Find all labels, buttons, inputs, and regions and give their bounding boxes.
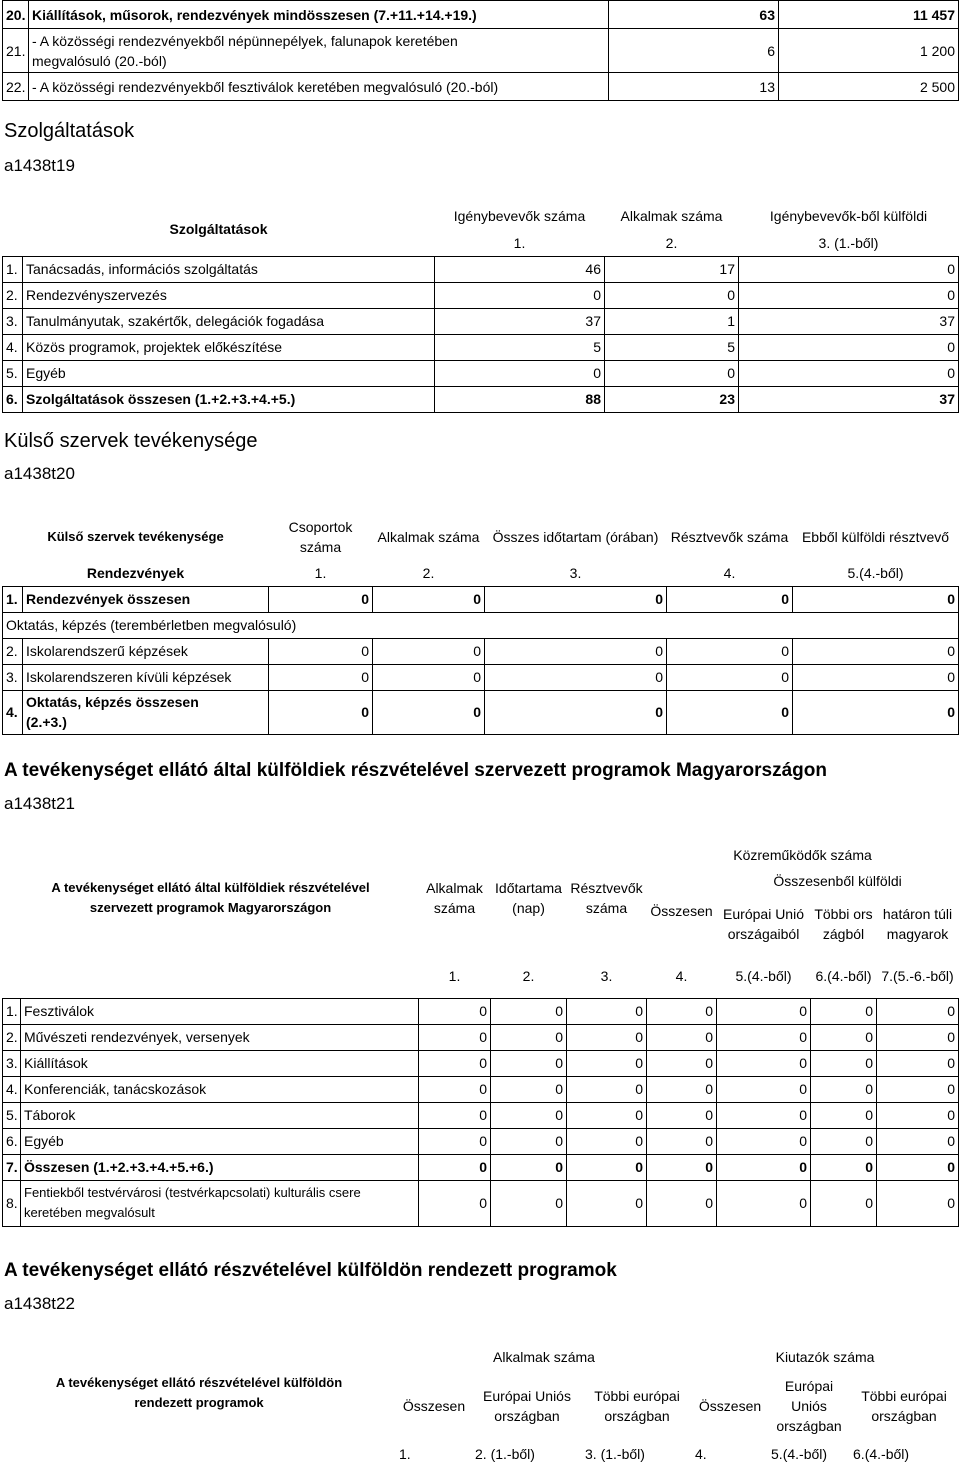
row-label: - A közösségi rendezvényekből népünnepélyek, falunapok keretében megvalósuló (20.-ból): [29, 29, 609, 73]
column-number: 1.: [448, 967, 461, 984]
cell-value: 0: [373, 664, 485, 690]
section-row: Oktatás, képzés (terembérletben megvalósuló): [3, 612, 959, 638]
column-number: 3.: [569, 564, 582, 581]
row-label: Iskolarendszeren kívüli képzések: [23, 664, 269, 690]
row-number: 2.: [3, 638, 23, 664]
cell-value: 0: [811, 1154, 877, 1180]
column-number: 3. (1.-ből): [585, 1446, 645, 1462]
row-label: - A közösségi rendezvényekből fesztiválok keretében megvalósuló (20.-ból): [29, 73, 609, 101]
column-number: 5.(4.-ből): [847, 564, 904, 581]
cell-value: 0: [793, 586, 959, 612]
cell-value: 0: [419, 1180, 491, 1226]
cell-value: 0: [667, 638, 793, 664]
header-label: A tevékenységet ellátó részvételével külföldön rendezett programok: [55, 1375, 343, 1410]
row-label: Összesen (1.+2.+3.+4.+5.+6.): [21, 1154, 419, 1180]
row-number: 3.: [3, 664, 23, 690]
cell-value: 0: [811, 1024, 877, 1050]
row-label: Konferenciák, tanácskozások: [21, 1076, 419, 1102]
cell-value: 0: [419, 1076, 491, 1102]
row-label: Művészeti rendezvények, versenyek: [21, 1024, 419, 1050]
column-number: 3. (1.-ből): [818, 234, 879, 251]
cell-value: 0: [717, 1076, 811, 1102]
table-code: a1438t21: [4, 794, 75, 813]
cell-value: 0: [485, 664, 667, 690]
column-number: 1.: [314, 564, 327, 581]
cell-value: 0: [567, 1154, 647, 1180]
cell-value: 0: [269, 690, 373, 734]
cell-value: 37: [435, 308, 605, 334]
column-header: Európai Unió országaiból: [723, 906, 804, 942]
header-label: A tevékenységet ellátó által külföldiek részvételével szervezett programok Magyarországon: [51, 880, 370, 915]
row-number: 4.: [3, 334, 23, 360]
cell-value: 0: [717, 1154, 811, 1180]
column-header: Csoportok száma: [288, 519, 353, 555]
column-number: 1.: [399, 1446, 411, 1462]
row-number: 8.: [3, 1180, 21, 1226]
row-number: 6.: [3, 1128, 21, 1154]
cell-value: 0: [647, 1102, 717, 1128]
row-number: 1.: [3, 256, 23, 282]
column-header: Ebből külföldi résztvevő: [801, 529, 950, 545]
row-label: Táborok: [21, 1102, 419, 1128]
cell-value: 0: [811, 1076, 877, 1102]
table-code: a1438t19: [4, 156, 75, 175]
row-number: 21.: [3, 29, 29, 73]
column-number: 5.(4.-ből): [735, 967, 792, 984]
column-number: 2.: [422, 564, 435, 581]
cell-value: 11 457: [779, 1, 959, 29]
cell-value: 0: [811, 1180, 877, 1226]
cell-value: 0: [811, 1128, 877, 1154]
column-number: 2.: [522, 967, 535, 984]
column-header: Többi európai országban: [594, 1388, 680, 1424]
cell-value: 0: [877, 1050, 959, 1076]
cell-value: 2 500: [779, 73, 959, 101]
cell-value: 0: [877, 1024, 959, 1050]
cell-value: 0: [717, 1128, 811, 1154]
column-number: 3.: [600, 967, 613, 984]
cell-value: 0: [667, 586, 793, 612]
cell-value: 13: [609, 73, 779, 101]
cell-value: 0: [269, 638, 373, 664]
row-number: 5.: [3, 1102, 21, 1128]
cell-value: 0: [435, 282, 605, 308]
section-title: A tevékenységet ellátó részvételével külföldön rendezett programok: [4, 1260, 617, 1281]
cell-value: 5: [435, 334, 605, 360]
cell-value: 37: [739, 308, 959, 334]
cell-value: 46: [435, 256, 605, 282]
cell-value: 0: [373, 586, 485, 612]
cell-value: 0: [647, 1024, 717, 1050]
row-label: Fentiekből testvérvárosi (testvérkapcsolati) kulturális csere keretében megvalósult: [21, 1180, 419, 1226]
cell-value: 88: [435, 386, 605, 412]
cell-value: 0: [717, 1102, 811, 1128]
column-header: Igénybevevők-ből külföldi: [769, 208, 928, 224]
group-header: Alkalmak száma: [493, 1349, 595, 1365]
cell-value: 0: [491, 1050, 567, 1076]
top-summary-table: [2, 0, 959, 101]
row-number: 4.: [3, 1076, 21, 1102]
column-header: Résztvevők száma: [570, 880, 643, 916]
cell-value: 0: [647, 1076, 717, 1102]
cell-value: 0: [419, 1024, 491, 1050]
cell-value: 0: [567, 1102, 647, 1128]
row-number: 20.: [3, 1, 29, 29]
column-number: 6.(4.-ből): [853, 1446, 910, 1462]
column-header: Alkalmak száma: [377, 529, 480, 545]
cell-value: 0: [647, 1128, 717, 1154]
cell-value: 0: [877, 1180, 959, 1226]
row-number: 7.: [3, 1154, 21, 1180]
column-number: 5.(4.-ből): [771, 1446, 828, 1462]
column-header: Igénybevevők száma: [453, 208, 586, 224]
cell-value: 0: [739, 256, 959, 282]
cell-value: 0: [373, 690, 485, 734]
cell-value: 0: [419, 998, 491, 1024]
column-header: Európai Uniós országban: [776, 1378, 842, 1434]
cell-value: 0: [647, 1154, 717, 1180]
header-label: Szolgáltatások: [169, 220, 268, 237]
column-header: Többi országból: [814, 906, 873, 942]
cell-value: 0: [435, 360, 605, 386]
section-title: Szolgáltatások: [4, 120, 135, 142]
column-header: Európai Uniós országban: [483, 1388, 571, 1424]
row-number: 22.: [3, 73, 29, 101]
cell-value: 23: [605, 386, 739, 412]
row-label: Szolgáltatások összesen (1.+2.+3.+4.+5.): [23, 386, 435, 412]
column-header: Időtartama (nap): [495, 880, 562, 916]
cell-value: 0: [567, 998, 647, 1024]
cell-value: 0: [567, 1076, 647, 1102]
cell-value: 0: [739, 360, 959, 386]
row-label: Tanácsadás, információs szolgáltatás: [23, 256, 435, 282]
cell-value: 1: [605, 308, 739, 334]
column-header: Összesen: [402, 1398, 466, 1414]
row-number: 3.: [3, 308, 23, 334]
column-number: 4.: [723, 564, 736, 581]
row-number: 2.: [3, 282, 23, 308]
cell-value: 0: [567, 1024, 647, 1050]
cell-value: 0: [877, 1076, 959, 1102]
cell-value: 0: [491, 998, 567, 1024]
table-code: a1438t22: [4, 1294, 75, 1313]
table-code: a1438t20: [4, 464, 75, 483]
row-number: 4.: [3, 690, 23, 734]
column-number: 2. (1.-ből): [475, 1446, 535, 1462]
cell-value: 63: [609, 1, 779, 29]
cell-value: 1 200: [779, 29, 959, 73]
cell-value: 0: [877, 1128, 959, 1154]
cell-value: 0: [605, 282, 739, 308]
cell-value: 0: [877, 1154, 959, 1180]
cell-value: 0: [605, 360, 739, 386]
row-label: Kiállítások: [21, 1050, 419, 1076]
services-table: [2, 202, 959, 413]
cell-value: 0: [419, 1154, 491, 1180]
column-number: 4.: [695, 1446, 707, 1462]
column-header: Összesen: [650, 903, 713, 919]
column-header: Összes időtartam (órában): [492, 529, 659, 545]
section-title: A tevékenységet ellátó által külföldiek részvételével szervezett programok Magyarországon: [4, 760, 827, 781]
cell-value: 0: [419, 1102, 491, 1128]
cell-value: 0: [739, 334, 959, 360]
group-header: Kiutazók száma: [775, 1349, 875, 1365]
row-label: Fesztiválok: [21, 998, 419, 1024]
row-label: Egyéb: [21, 1128, 419, 1154]
cell-value: 0: [667, 690, 793, 734]
cell-value: 0: [567, 1050, 647, 1076]
external-bodies-table: [2, 514, 959, 735]
column-number: 6.(4.-ből): [815, 967, 872, 984]
column-header: Összesen: [698, 1398, 762, 1414]
programs-abroad-table: [2, 1344, 958, 1466]
row-number: 6.: [3, 386, 23, 412]
cell-value: 0: [811, 1102, 877, 1128]
row-label: Rendezvényszervezés: [23, 282, 435, 308]
row-number: 5.: [3, 360, 23, 386]
row-label: Kiállítások, műsorok, rendezvények mindösszesen (7.+11.+14.+19.): [29, 1, 609, 29]
cell-value: 0: [667, 664, 793, 690]
cell-value: 0: [811, 998, 877, 1024]
row-label: Iskolarendszerű képzések: [23, 638, 269, 664]
header-sublabel: Rendezvények: [86, 564, 185, 581]
row-label: Rendezvények összesen: [23, 586, 269, 612]
cell-value: 0: [567, 1128, 647, 1154]
cell-value: 0: [717, 1024, 811, 1050]
column-number: 1.: [513, 234, 526, 251]
row-label: Közös programok, projektek előkészítése: [23, 334, 435, 360]
cell-value: 0: [877, 998, 959, 1024]
cell-value: 0: [491, 1128, 567, 1154]
cell-value: 0: [269, 664, 373, 690]
column-header: Alkalmak száma: [620, 208, 723, 224]
cell-value: 0: [793, 664, 959, 690]
cell-value: 0: [811, 1050, 877, 1076]
cell-value: 0: [491, 1154, 567, 1180]
cell-value: 0: [739, 282, 959, 308]
column-number: 7.(5.-6.-ből): [881, 967, 954, 984]
row-number: 2.: [3, 1024, 21, 1050]
row-number: 1.: [3, 586, 23, 612]
cell-value: 0: [567, 1180, 647, 1226]
cell-value: 0: [485, 638, 667, 664]
cell-value: 0: [485, 586, 667, 612]
row-label: Tanulmányutak, szakértők, delegációk fogadása: [23, 308, 435, 334]
cell-value: 0: [717, 1050, 811, 1076]
cell-value: 0: [717, 1180, 811, 1226]
cell-value: 5: [605, 334, 739, 360]
cell-value: 0: [491, 1024, 567, 1050]
cell-value: 0: [647, 998, 717, 1024]
subgroup-header: Összesenből külföldi: [773, 873, 902, 889]
row-label: Egyéb: [23, 360, 435, 386]
group-header: Közreműködők száma: [733, 847, 872, 863]
row-number: 3.: [3, 1050, 21, 1076]
cell-value: 0: [793, 690, 959, 734]
cell-value: 0: [419, 1050, 491, 1076]
cell-value: 0: [647, 1180, 717, 1226]
column-header: Alkalmak száma: [426, 880, 483, 916]
cell-value: 0: [269, 586, 373, 612]
cell-value: 0: [877, 1102, 959, 1128]
column-number: 4.: [675, 967, 688, 984]
cell-value: 37: [739, 386, 959, 412]
cell-value: 0: [647, 1050, 717, 1076]
cell-value: 0: [491, 1076, 567, 1102]
cell-value: 0: [717, 998, 811, 1024]
cell-value: 0: [419, 1128, 491, 1154]
column-header: határon túli magyarok: [882, 906, 953, 942]
cell-value: 0: [485, 690, 667, 734]
row-label: Oktatás, képzés összesen (2.+3.): [23, 690, 269, 734]
foreign-participation-table: [2, 842, 959, 1227]
column-header: Résztvevők száma: [670, 529, 789, 545]
cell-value: 17: [605, 256, 739, 282]
column-header: Többi európai országban: [861, 1388, 947, 1424]
header-label: Külső szervek tevékenysége: [47, 529, 224, 544]
cell-value: 6: [609, 29, 779, 73]
cell-value: 0: [373, 638, 485, 664]
cell-value: 0: [491, 1180, 567, 1226]
column-number: 2.: [665, 234, 678, 251]
row-number: 1.: [3, 998, 21, 1024]
section-title: Külső szervek tevékenysége: [4, 430, 258, 452]
cell-value: 0: [491, 1102, 567, 1128]
cell-value: 0: [793, 638, 959, 664]
